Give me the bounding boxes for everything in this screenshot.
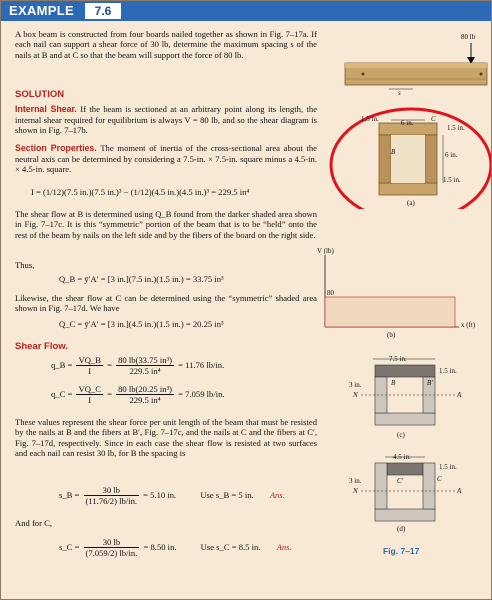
fig-d-tag: (d)	[397, 525, 406, 533]
qC-frac1: $\frac{VQ\_C}{I}$	[78, 384, 101, 406]
internal-shear-text: If the beam is sectioned at an arbitrary point along its length, the internal shear required for equilibrium is always V = 80 lb, and so the shear diagram is shown in Fig. 7–17b.	[15, 104, 318, 136]
equation-qC: q_C = $\frac{VQ\_C}{I}$ = $\frac{\text{80 lb(20.25 in³)}}{\text{229.5 in⁴}}$ = 7.059 lb/in.	[51, 384, 225, 406]
cs-left-board	[379, 135, 391, 183]
sB-ans: Ans.	[269, 489, 285, 500]
qB-lhs: q_B =	[51, 359, 73, 370]
d-depth-label: 3 in.	[349, 477, 362, 485]
equation-sB	[59, 485, 285, 507]
c-top-shaded	[375, 365, 435, 377]
fig-c-tag: (c)	[397, 431, 405, 439]
example-number: 7.6	[85, 3, 121, 19]
equation-sC	[59, 537, 292, 559]
shear-value-label: 80	[327, 289, 334, 297]
qB-frac2: $\frac{\text{80 lb(33.75 in³)}}{\text{229.5 in⁴}}$	[118, 355, 172, 377]
shear-flow-heading: Shear Flow.	[15, 341, 68, 352]
equation-qB: q_B = $\frac{VQ\_B}{I}$ = $\frac{\text{80 lb(33.75 in³)}}{\text{229.5 in⁴}}$ = 11.76 lb/in.	[51, 355, 225, 377]
example-label: EXAMPLE	[9, 3, 74, 18]
figure-a-svg	[321, 23, 491, 209]
c-Bprime-label: B′	[427, 379, 433, 387]
c-bottom	[375, 413, 435, 425]
v-axis-label: V (lb)	[317, 247, 334, 255]
internal-shear-title: Internal Shear.	[15, 104, 77, 114]
sC-result: = 8.50 in.	[143, 541, 177, 552]
qB-frac1: $\frac{VQ\_B}{I}$	[78, 355, 101, 377]
d-C-label: C	[437, 475, 442, 483]
figure-caption: Fig. 7–17	[383, 546, 420, 556]
dim-1p5-b: 1.5 in.	[447, 124, 465, 132]
fig-b-tag: (b)	[387, 331, 396, 339]
figure-d-svg	[331, 453, 491, 539]
c-A-label: A	[457, 391, 462, 399]
d-thick-label: 1.5 in.	[439, 463, 457, 471]
sC-lhs: s_C =	[59, 541, 80, 552]
c-thick-label: 1.5 in.	[439, 367, 457, 375]
qB-result: = 11.76 lb/in.	[178, 359, 225, 370]
equation-QB: Q_B = ȳ′A′ = [3 in.](7.5 in.)(1.5 in.) = 33.75 in³	[59, 274, 224, 284]
figure-c-svg	[331, 355, 491, 445]
d-left	[375, 463, 387, 509]
c-width-label: 7.5 in.	[389, 355, 407, 363]
cs-right-board	[425, 135, 437, 183]
sB-lhs: s_B =	[59, 489, 80, 500]
internal-shear-para	[15, 104, 317, 136]
equation-I: I = (1/12)(7.5 in.)(7.5 in.)³ − (1/12)(4.5 in.)(4.5 in.)³ = 229.5 in⁴	[31, 187, 250, 197]
thus-text: Thus,	[15, 260, 35, 270]
c-B-label: B	[391, 379, 396, 387]
intro-text: A box beam is constructed from four boards nailed together as shown in Fig. 7–17a. If each nail can support a shear force of 30 lb, determine the maximum spacing s of the nails at B and at C so that the beam will support the force of 80 lb.	[15, 29, 317, 60]
c-N-label: N	[353, 391, 358, 399]
section-props-text: The moment of inertia of the cross-sectional area about the neutral axis can be determined by considering a 7.5-in. × 7.5-in. square minus a 4.5-in. × 4.5-in. square.	[15, 143, 317, 175]
fig-a-tag: (a)	[407, 199, 415, 207]
c-depth-label: 3 in.	[349, 381, 362, 389]
sC-frac: $\frac{30 lb}{(7.059/2) lb/in.}$	[85, 537, 138, 559]
dim-1p5-a: 1.5 in.	[361, 115, 379, 123]
load-label: 80 lb	[461, 33, 476, 41]
shear-flow-intro: The shear flow at B is determined using Q_B found from the darker shaded area shown in Fig. 7–17c. It is this “symmetric” portion of the beam that is to be “held” onto the rest of the beam by nails on the left side and by the fibers of the board on the right side.	[15, 209, 317, 240]
shear-flow-text: These values represent the shear force per unit length of the beam that must be resisted by the nails at B and the fibers at B′, Fig. 7–17c, and the nails at C and the fibers at C′, Fig. 7–17d, respectively. Since in each case the shear flow is resisted at two surfaces and each nail can resist 30 lb, for B the spacing is	[15, 417, 317, 459]
shear-region	[325, 297, 455, 327]
qC-lhs: q_C =	[51, 388, 73, 399]
equation-QC: Q_C = ȳ′A′ = [3 in.](4.5 in.)(1.5 in.) = 20.25 in³	[59, 319, 224, 329]
sB-frac: $\frac{30 lb}{(11.76/2) lb/in.}$	[85, 485, 138, 507]
dim-6in-a: 6 in.	[401, 119, 414, 127]
solution-heading: SOLUTION	[15, 89, 65, 100]
point-C-label: C	[431, 115, 436, 123]
figure-b	[317, 247, 491, 343]
d-width-label: 4.5 in.	[393, 453, 411, 461]
qC-frac2: $\frac{\text{80 lb(20.25 in³)}}{\text{229.5 in⁴}}$	[118, 384, 172, 406]
d-A-label: A	[457, 487, 462, 495]
point-B-label: B	[391, 148, 396, 156]
x-axis-label: x (ft)	[461, 321, 476, 329]
figure-d	[331, 453, 491, 539]
d-N-label: N	[353, 487, 358, 495]
beam-top-board	[345, 63, 487, 68]
dim-1p5-c: 1.5 in.	[443, 176, 461, 184]
likewise-text: Likewise, the shear flow at C can be determined using the “symmetric” shaded area shown in Fig. 7–17d. We have	[15, 293, 317, 314]
dim-6in-b: 6 in.	[445, 151, 458, 159]
cs-bottom-board	[379, 183, 437, 195]
section-props-para	[15, 143, 317, 175]
figure-c	[331, 355, 491, 445]
spacing-label: s	[398, 89, 401, 97]
sC-use: Use s_C = 8.5 in.	[200, 541, 261, 552]
sC-ans: Ans.	[276, 541, 292, 552]
and-for-c: And for C,	[15, 518, 52, 528]
d-right	[423, 463, 435, 509]
example-banner	[1, 1, 491, 21]
d-bottom	[375, 509, 435, 521]
d-Cprime-label: C′	[397, 477, 404, 485]
cs-hollow	[391, 135, 425, 183]
sB-result: = 5.10 in.	[143, 489, 177, 500]
nail-3	[480, 73, 483, 76]
sB-use: Use s_B = 5 in.	[200, 489, 254, 500]
figure-a	[321, 23, 491, 209]
d-top-shaded	[387, 463, 423, 475]
qC-result: = 7.059 lb/in.	[178, 388, 225, 399]
section-props-title: Section Properties.	[15, 143, 97, 153]
nail-1	[362, 73, 365, 76]
